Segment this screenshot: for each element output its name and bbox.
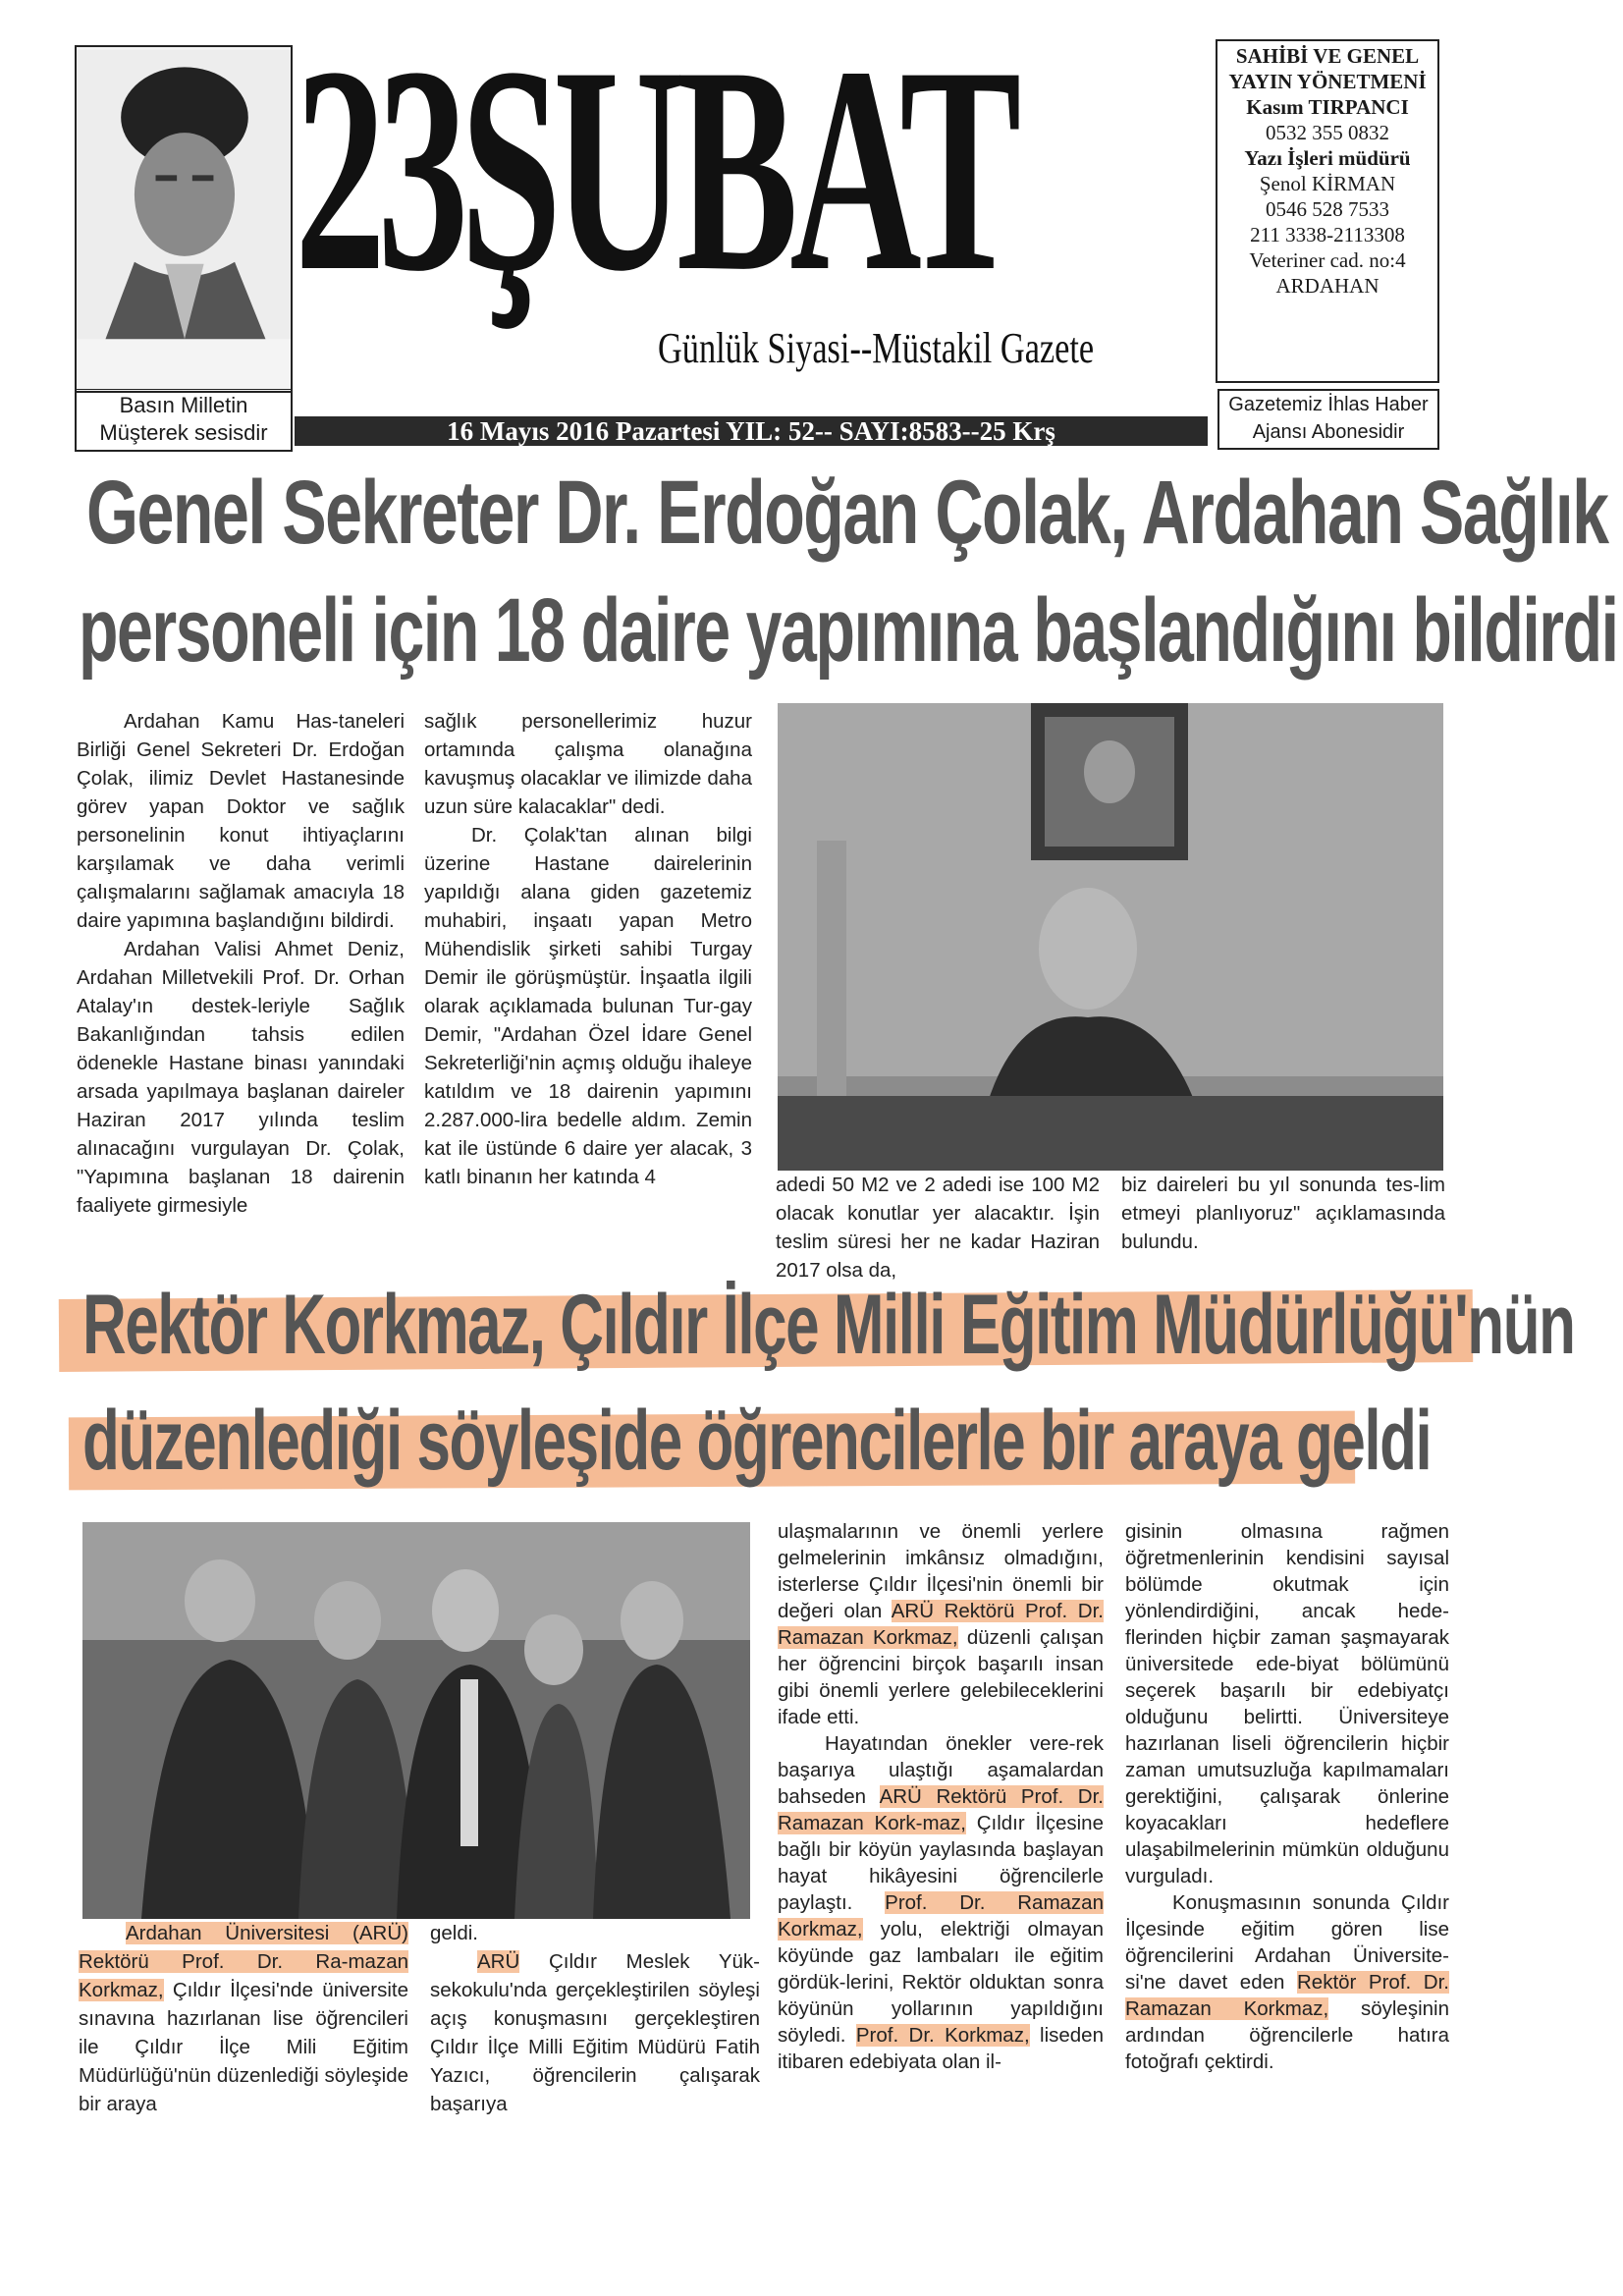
motto-box	[75, 389, 293, 452]
editor-info-box	[1216, 39, 1439, 383]
highlighted-text: Prof. Dr. Korkmaz,	[855, 2024, 1030, 2047]
paragraph: Dr. Çolak'tan alınan bilgi üzerine Hastane dairelerinin yapıldığı alana giden gazetemiz muhabiri, inşaatı yapan Metro Mühendislik şirketi sahibi Turgay Demir ile görüşmüştür. İnşaatla ilgili olarak açıklamada bulunan Tur-gay Demir, "Ardahan Özel İdare Genel Sekreterliği'nin açmış olduğu ihaleye katıldım ve 18 dairenin yapımını 2.287.000-lira bedelle aldım. Zemin kat ile üstünde 6 daire yer alacak, 3 katlı binanın her katında 4	[424, 824, 752, 1188]
article2-headline-line1: Rektör Korkmaz, Çıldır İlçe Milli Eğitim Müdürlüğü'nün	[82, 1278, 1575, 1372]
official-photo	[778, 703, 1443, 1171]
students-photo	[82, 1522, 750, 1919]
editor-line: 211 3338-2113308	[1250, 223, 1405, 246]
editor-line: 0532 355 0832	[1266, 121, 1389, 144]
paragraph: Ardahan Kamu Has-taneleri Birliği Genel Sekreteri Dr. Erdoğan Çolak, ilimiz Devlet Hastanesinde görev yapan Doktor ve sağlık personelinin konut ihtiyaçlarını karşılamak ve daha verimli çalışmalarını sağlamak amacıyla 18 daire yapımına başlandığını bildirdi.	[77, 710, 405, 932]
article2-column3	[778, 1518, 1104, 2075]
article1-column2	[424, 707, 752, 1191]
students-photo-image	[82, 1522, 750, 1919]
paragraph	[79, 1919, 408, 2118]
paragraph-text: yolu, elektriği olmayan köyünde gaz lambaları ile eğitim gördük-lerini, Rektör olduktan sonra köyünün yollarının yapıldığını söyledi.	[778, 1918, 1104, 2047]
article1-column1	[77, 707, 405, 1220]
editor-line: Kasım TIRPANCI	[1246, 95, 1409, 119]
article1-column3	[776, 1171, 1100, 1285]
paragraph: sağlık personellerimiz huzur ortamında çalışma olanağına kavuşmuş olacaklar ve ilimizde daha uzun süre kalacaklar" dedi.	[424, 710, 752, 818]
paragraph	[1125, 1889, 1449, 2075]
highlighted-text: Ardahan Üniversitesi (ARÜ) Rektörü Prof. Dr. Ra-mazan Korkmaz,	[79, 1922, 408, 2001]
paragraph-text: Hayatından önekler vere-rek başarıya ulaştığı aşamalardan bahseden	[778, 1732, 1104, 1808]
paragraph-text: ulaşmalarının ve önemli yerlere gelmelerinin imkânsız olmadığını, isterlerse Çıldır İlçesi'nin önemli bir değeri olan	[778, 1520, 1104, 1622]
portrait-image	[77, 47, 291, 342]
paragraph: biz daireleri bu yıl sonunda tes-lim etmeyi planlıyoruz" açıklamasında bulundu.	[1121, 1174, 1445, 1253]
editor-line: Yazı İşleri müdürü	[1244, 146, 1411, 170]
newspaper-logo: 23ŞUBAT	[295, 6, 1013, 332]
editor-line: SAHİBİ VE GENEL	[1235, 44, 1420, 68]
editor-line: Şenol KİRMAN	[1259, 172, 1396, 195]
paragraph: Ardahan Valisi Ahmet Deniz, Ardahan Milletvekili Prof. Dr. Orhan Atalay'ın destek-leriyle Sağlık Bakanlığından tahsis edilen ödenekle Hastane binası yanındaki arsada yapılmaya başlanan daireler Haziran 2017 yılında teslim alınacağını vurgulayan Dr. Çolak, "Yapımına başlanan 18 dairenin faaliyete girmesiyle	[77, 938, 405, 1217]
article2-column4	[1125, 1518, 1449, 2075]
official-photo-image	[778, 703, 1443, 1171]
highlighted-text: Rektör Prof. Dr. Ramazan Korkmaz,	[1125, 1971, 1449, 2020]
article1-headline-line1: Genel Sekreter Dr. Erdoğan Çolak, Ardahan Sağlık	[86, 463, 1608, 563]
agency-line1: Gazetemiz İhlas Haber	[1228, 394, 1429, 415]
article1-column4	[1121, 1171, 1445, 1256]
article2-column2	[430, 1919, 760, 2118]
motto-line1: Basın Milletin	[119, 393, 248, 417]
editor-line: YAYIN YÖNETMENİ	[1228, 70, 1427, 93]
editor-line: ARDAHAN	[1275, 274, 1380, 298]
ataturk-portrait	[75, 45, 293, 393]
dateline-bar: 16 Mayıs 2016 Pazartesi YIL: 52-- SAYI:8583--25 Krş	[295, 416, 1208, 446]
motto-line2: Müşterek sesisdir	[99, 420, 268, 445]
agency-line2: Ajansı Abonesidir	[1252, 421, 1405, 443]
paragraph-text: Çıldır Meslek Yük-sekokulu'nda gerçekleştirilen söyleşi açış konuşmasını gerçekleştiren Çıldır İlçe Milli Eğitim Müdürü Fatih Yazıcı, öğrencilerin çalışarak başarıya	[430, 1950, 760, 2115]
paragraph	[430, 1947, 760, 2118]
highlighted-text: ARÜ	[477, 1950, 520, 1973]
highlighted-text: ARÜ Rektörü Prof. Dr. Ramazan Kork-maz,	[778, 1785, 1104, 1834]
paragraph-text: liseden itibaren edebiyata olan il-	[778, 2024, 1104, 2073]
article1-headline-line2: personeli için 18 daire yapımına başlandığını bildirdi	[79, 580, 1618, 681]
paragraph	[778, 1730, 1104, 2075]
paragraph-text: söyleşinin ardından öğrencilerle hatıra fotoğrafı çektirdi.	[1125, 1997, 1449, 2073]
highlighted-text: Prof. Dr. Ramazan Korkmaz,	[778, 1891, 1104, 1941]
newspaper-tagline: Günlük Siyasi--Müstakil Gazete	[658, 324, 1095, 372]
paragraph-text: Konuşmasının sonunda Çıldır İlçesinde eğitim gören lise öğrencilerini Ardahan Üniversite-si'ne davet eden	[1125, 1891, 1449, 1994]
paragraph	[778, 1518, 1104, 1730]
editor-line: Veteriner cad. no:4	[1249, 248, 1406, 272]
paragraph: geldi.	[430, 1922, 479, 1944]
article2-column1	[79, 1919, 408, 2118]
paragraph-text: düzenli çalışan her öğrencini birçok başarılı insan gibi önemli yerlere gelebileceklerini ifade etti.	[778, 1626, 1105, 1728]
highlighted-text: ARÜ Rektörü Prof. Dr. Ramazan Korkmaz,	[778, 1600, 1104, 1649]
agency-box	[1217, 389, 1439, 450]
paragraph-text: Çıldır İlçesine bağlı bir köyün yaylasında başlayan hayat hikâyesini öğrencilerle paylaştı.	[778, 1812, 1104, 1914]
paragraph-text: Çıldır İlçesi'nde üniversite sınavına hazırlanan lise öğrencileri ile Çıldır İlçe Mili Eğitim Müdürlüğü'nün düzenlediği söyleşide bir araya	[79, 1979, 408, 2115]
paragraph: gisinin olmasına rağmen öğretmenlerinin kendisini sayısal bölümde okutmak için yönlendirdiğini, ancak hede-flerinden hiçbir zaman şaşmayarak üniversitede ede-biyat bölümünü seçerek başarılı bir edebiyatçı olduğunu belirtti. Üniversiteye hazırlanan liseli öğrencilerin hiçbir zaman umutsuzluğa kapılmamaları gerektiğini, çalışarak önlerine koyacakları hedeflere ulaşabilmelerinin mümkün olduğunu vurguladı.	[1125, 1520, 1449, 1887]
article2-headline-line2: düzenlediği söyleşide öğrencilerle bir araya geldi	[82, 1394, 1432, 1488]
editor-line: 0546 528 7533	[1266, 197, 1389, 221]
paragraph: adedi 50 M2 ve 2 adedi ise 100 M2 olacak konutlar yer alacaktır. İşin teslim süresi her ne kadar Haziran 2017 olsa da,	[776, 1174, 1100, 1282]
